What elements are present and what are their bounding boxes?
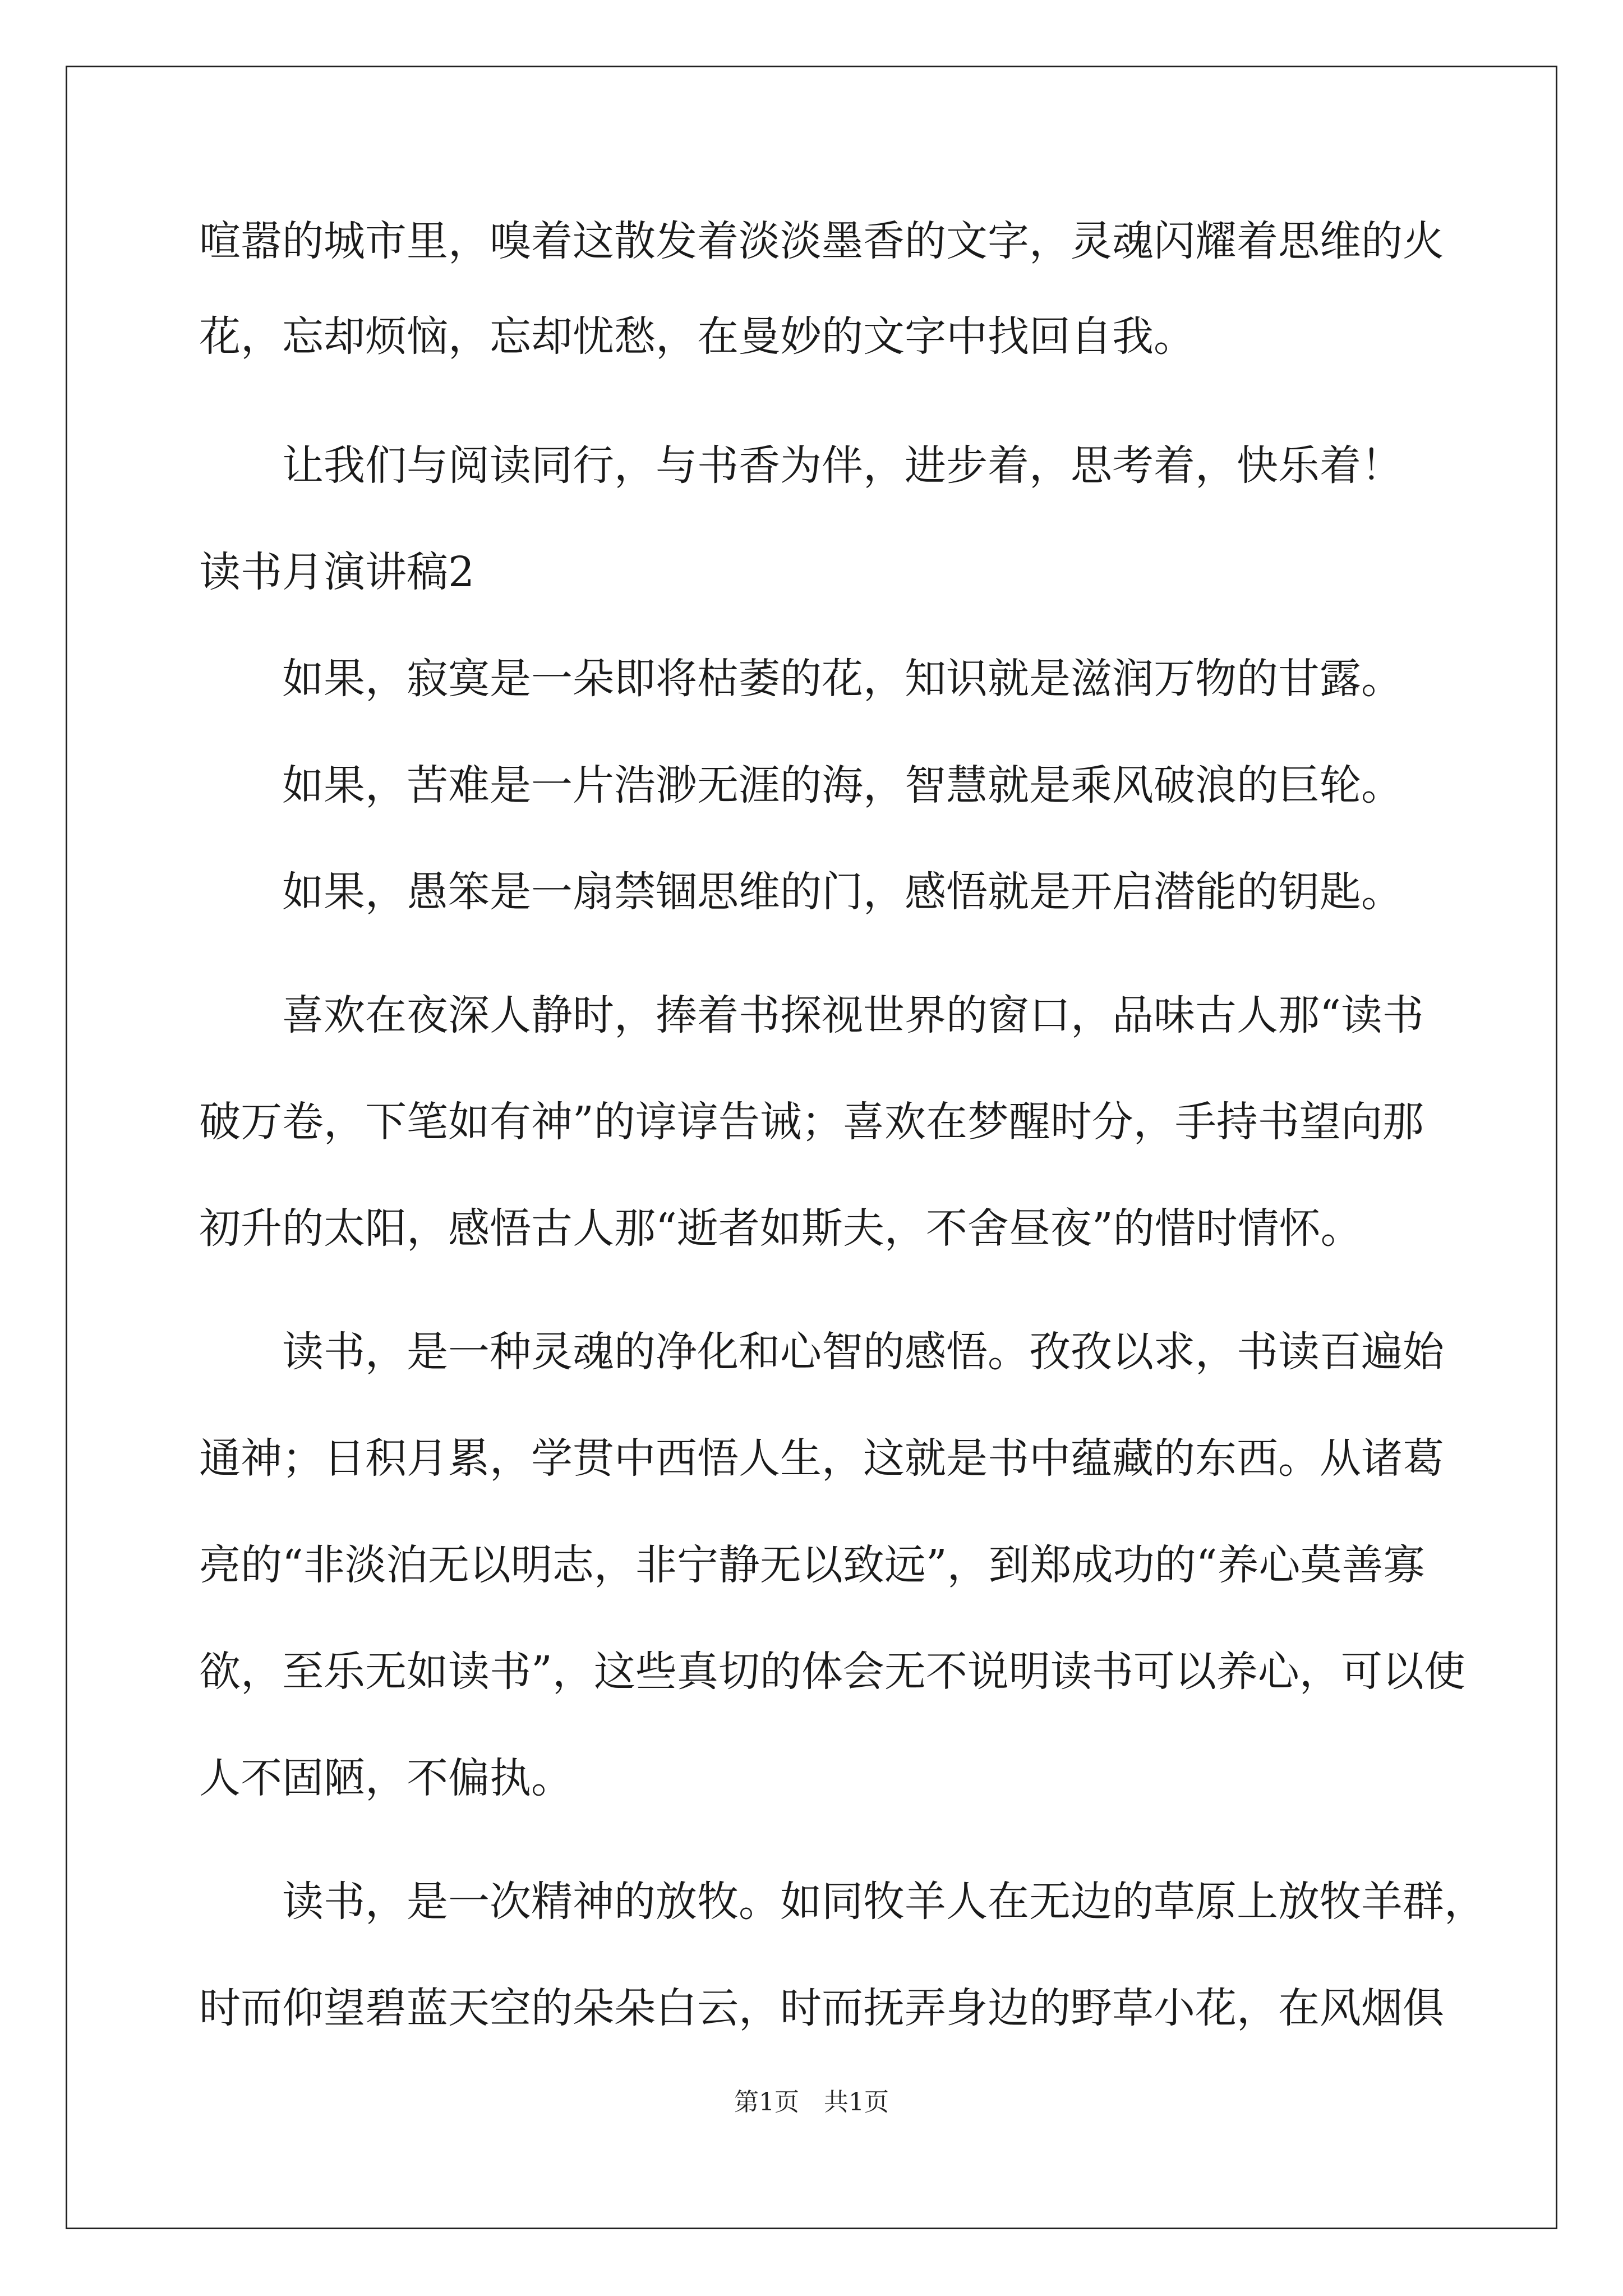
body-text-line: 时而仰望碧蓝天空的朵朵白云，时而抚弄身边的野草小花，在风烟俱 <box>199 1984 1444 2032</box>
body-text-line: 花，忘却烦恼，忘却忧愁，在曼妙的文字中找回自我。 <box>199 312 1195 361</box>
body-text-line: 亮的“非淡泊无以明志，非宁静无以致远”，到郑成功的“养心莫善寡 <box>199 1541 1425 1589</box>
body-text-line: 喧嚣的城市里，嗅着这散发着淡淡墨香的文字，灵魂闪耀着思维的火 <box>199 217 1444 265</box>
page-number-footer: 第1页 共1页 <box>734 2088 889 2116</box>
body-text-line: 读书，是一种灵魂的净化和心智的感悟。孜孜以求，书读百遍始 <box>282 1328 1444 1376</box>
body-text-line: 如果，寂寞是一朵即将枯萎的花，知识就是滋润万物的甘露。 <box>282 655 1403 703</box>
body-text-line: 人不固陋，不偏执。 <box>199 1754 573 1802</box>
body-text-line: 读书，是一次精神的放牧。如同牧羊人在无边的草原上放牧羊群， <box>282 1878 1486 1926</box>
body-text-line: 通神；日积月累，学贯中西悟人生，这就是书中蕴藏的东西。从诸葛 <box>199 1434 1444 1483</box>
body-text-line: 如果，愚笨是一扇禁锢思维的门，感悟就是开启潜能的钥匙。 <box>282 868 1403 916</box>
body-text-line: 破万卷，下笔如有神”的谆谆告诫；喜欢在梦醒时分，手持书望向那 <box>199 1098 1424 1146</box>
body-text-line: 喜欢在夜深人静时，捧着书探视世界的窗口，品味古人那“读书 <box>282 991 1424 1039</box>
body-text-line: 让我们与阅读同行，与书香为伴，进步着，思考着，快乐着！ <box>282 441 1403 490</box>
body-text-line: 欲，至乐无如读书”，这些真切的体会无不说明读书可以养心，可以使 <box>199 1648 1465 1696</box>
section-heading: 读书月演讲稿2 <box>199 548 475 596</box>
body-text-line: 初升的太阳，感悟古人那“逝者如斯夫，不舍昼夜”的惜时情怀。 <box>199 1204 1362 1253</box>
body-text-line: 如果，苦难是一片浩渺无涯的海，智慧就是乘风破浪的巨轮。 <box>282 761 1403 809</box>
